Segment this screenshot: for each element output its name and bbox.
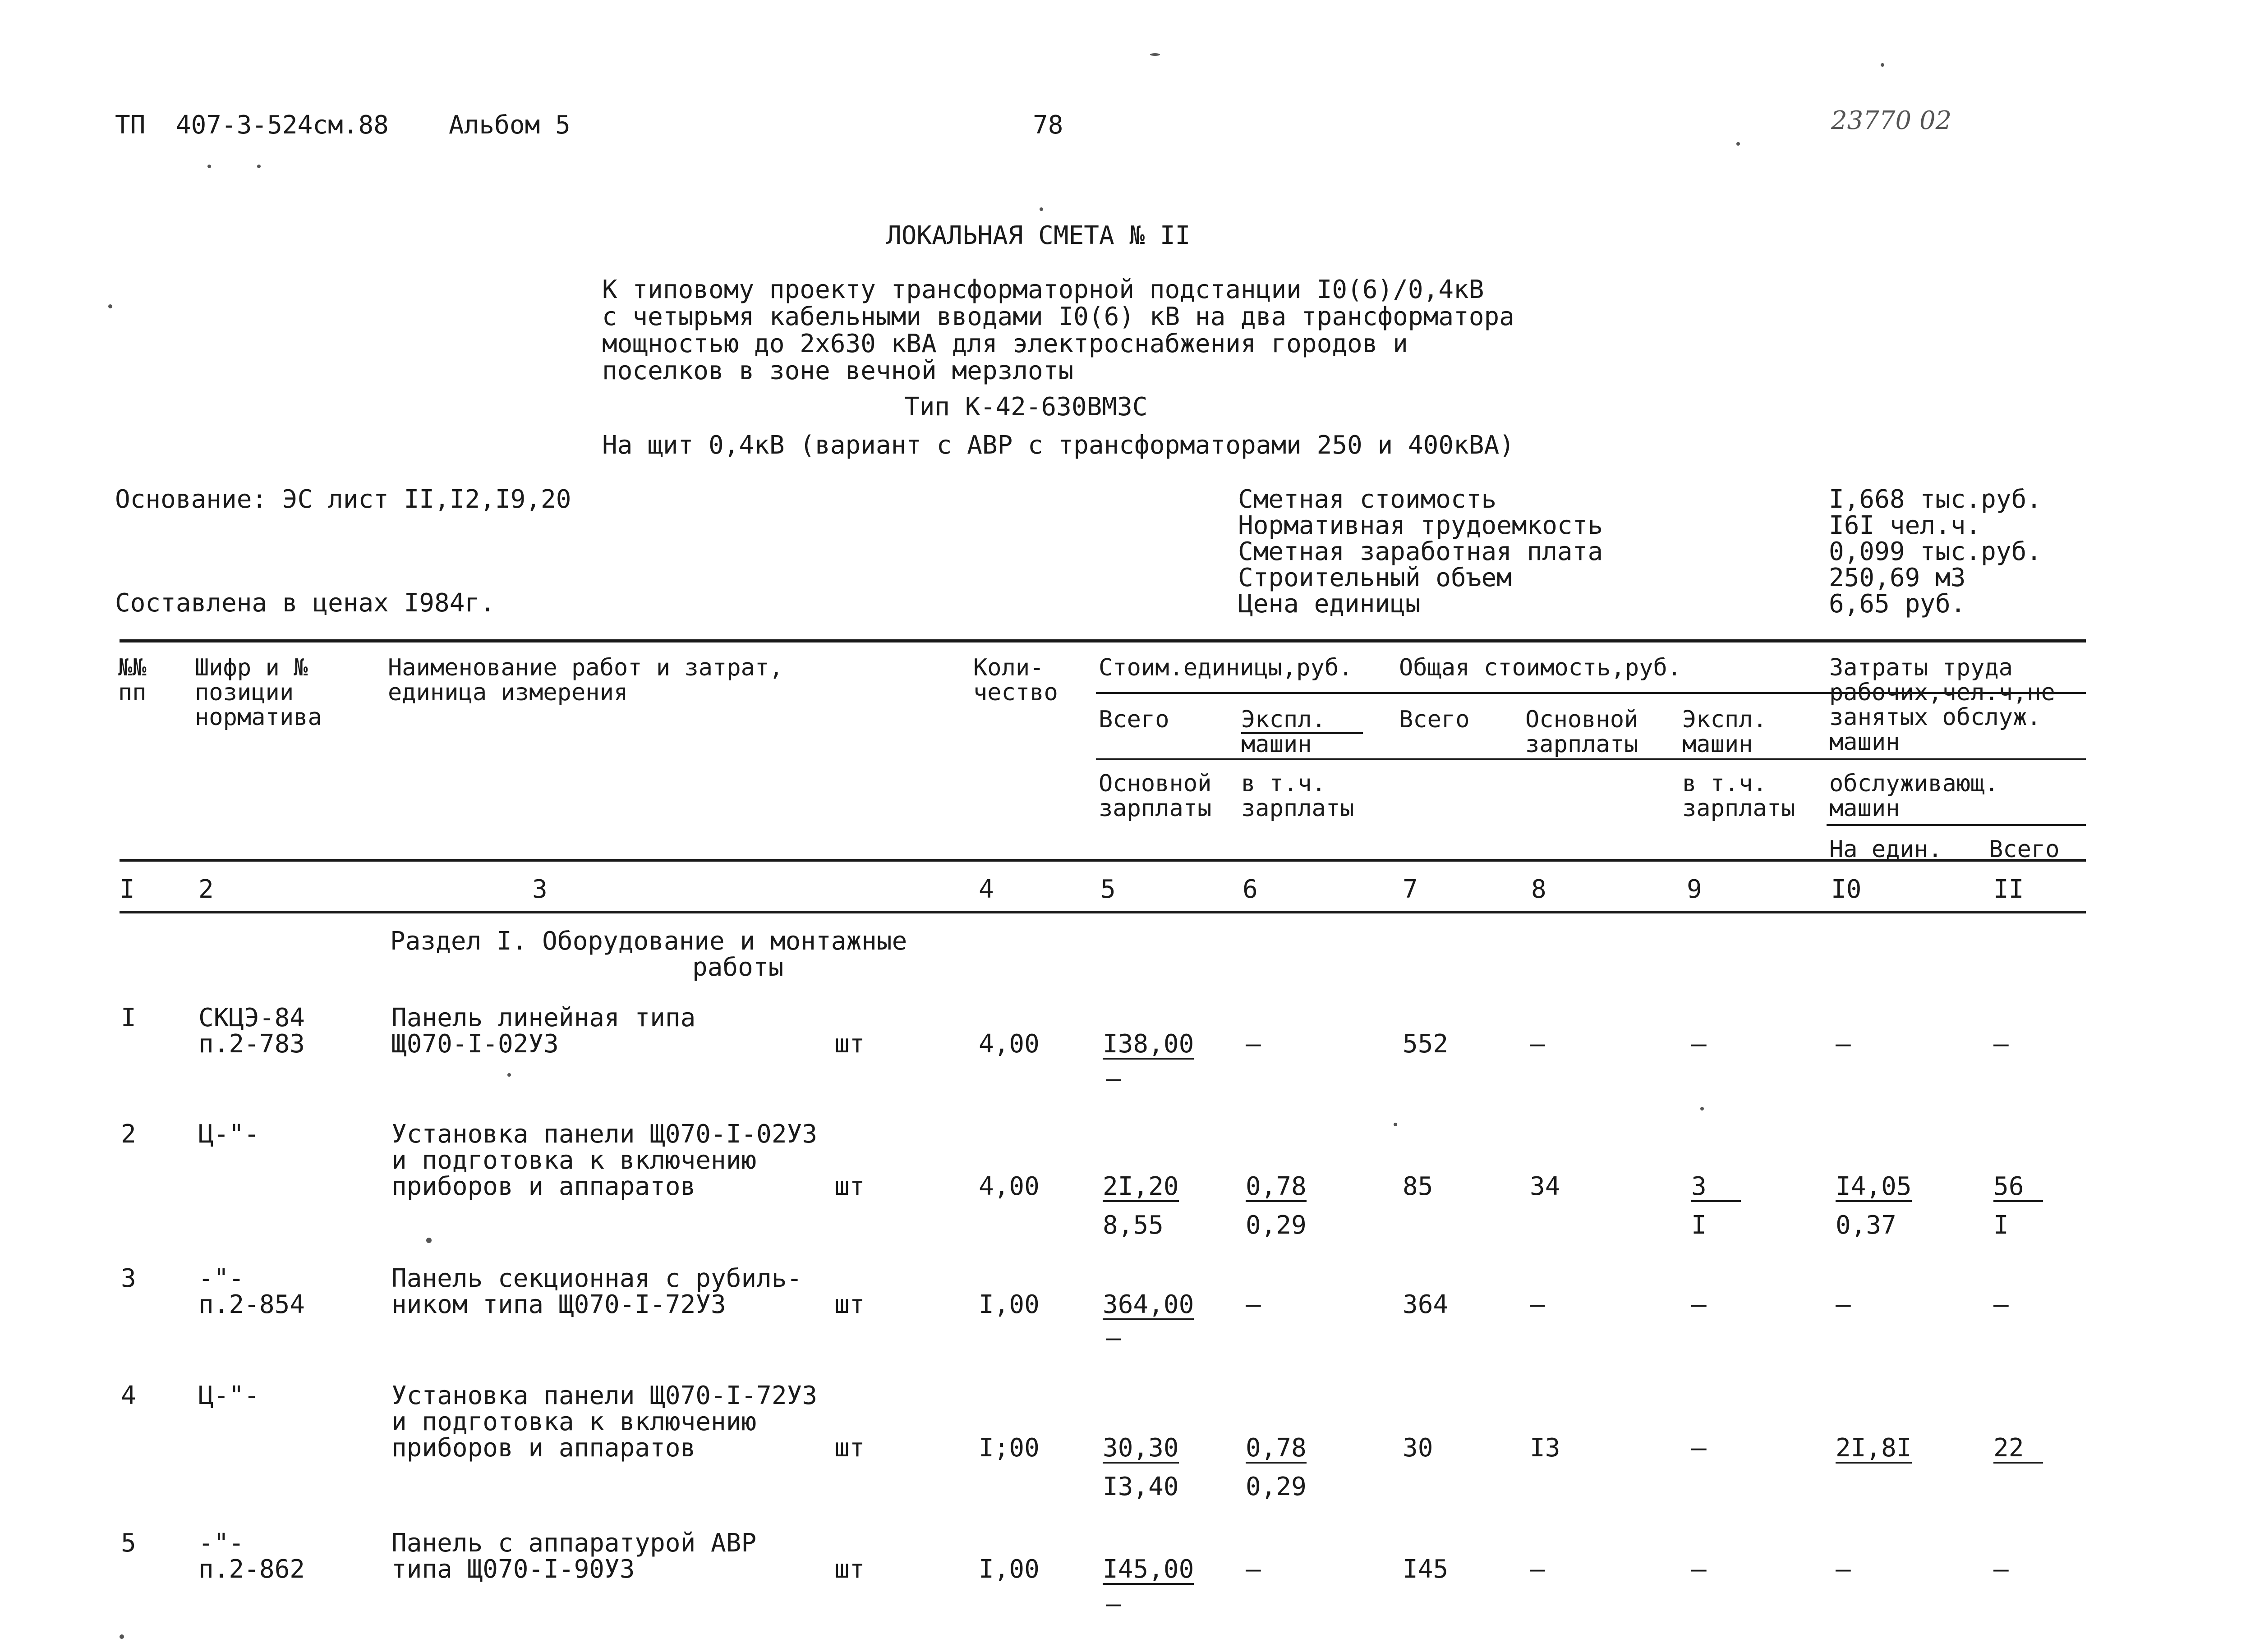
doc-code: ТП 407-3-524см.88: [115, 110, 389, 140]
col4-header: чество: [973, 679, 1058, 706]
labor-total: 56: [1993, 1174, 2043, 1202]
summary-label: Строительный объем: [1238, 563, 1512, 592]
col6-header-bottom: в т.ч.: [1241, 770, 1326, 797]
row-quantity: I,00: [979, 1290, 1040, 1319]
unit-cost-machines: –: [1246, 1029, 1261, 1059]
col2-header: позиции: [195, 679, 294, 706]
summary-value: I,668 тыс.руб.: [1829, 485, 2042, 514]
row-code: -"-: [198, 1264, 244, 1293]
column-number: 6: [1243, 875, 1258, 904]
row-name: Панель линейная типа: [391, 1003, 696, 1032]
row-unit: шт: [834, 1433, 865, 1463]
column-number: 4: [979, 875, 994, 904]
col11-header: Всего: [1989, 836, 2060, 863]
row-unit: шт: [834, 1029, 865, 1059]
unit-cost-machine-wages: 0,29: [1246, 1211, 1307, 1240]
title-desc-line-4: поселков в зоне вечной мерзлоты: [602, 356, 1074, 385]
total-machines: –: [1691, 1290, 1707, 1319]
col7-header: Всего: [1399, 706, 1470, 733]
col5-header: Всего: [1099, 706, 1169, 733]
row-name: Щ070-I-02УЗ: [391, 1029, 559, 1059]
scan-speck: [1736, 142, 1740, 146]
total-wages: I3: [1530, 1433, 1560, 1463]
unit-cost-total: 2I,20: [1103, 1172, 1179, 1201]
labor-header-bottom: обслуживающ.: [1829, 770, 1999, 797]
row-number: I: [121, 1003, 136, 1032]
unit-cost-wages: 8,55: [1103, 1211, 1164, 1240]
col6-header-bottom: зарплаты: [1241, 795, 1354, 822]
basis-line: Основание: ЭС лист II,I2,I9,20: [115, 485, 571, 514]
row-code: п.2-854: [198, 1290, 305, 1319]
row-name: приборов и аппаратов: [391, 1433, 696, 1463]
column-numbers-rule: [120, 911, 2086, 913]
total-cost-header: Общая стоимость,руб.: [1399, 654, 1682, 681]
scan-speck: [1700, 1107, 1704, 1111]
col8-header: Основной: [1525, 706, 1638, 733]
row-name: Установка панели Щ070-I-72УЗ: [391, 1381, 818, 1410]
header-rule: [1827, 824, 2086, 826]
row-unit: шт: [834, 1172, 865, 1201]
row-code: СКЦЭ-84: [198, 1003, 305, 1032]
row-name: и подготовка к включению: [391, 1407, 757, 1436]
col5-header-bottom: зарплаты: [1099, 795, 1212, 822]
scan-speck: [1040, 207, 1043, 211]
scan-speck: [1881, 63, 1884, 67]
title-desc-line-1: К типовому проекту трансформаторной подстанции I0(6)/0,4кВ: [602, 275, 1484, 304]
total-cost: 552: [1403, 1029, 1449, 1059]
labor-per-unit: –: [1836, 1029, 1851, 1059]
total-machines: 3: [1691, 1174, 1741, 1202]
labor-header: машин: [1829, 729, 1900, 756]
row-quantity: 4,00: [979, 1029, 1040, 1059]
handwritten-reference: 23770 02: [1831, 106, 1952, 135]
row-name: и подготовка к включению: [391, 1146, 757, 1175]
col10-header: На един.: [1829, 836, 1942, 863]
unit-cost-machines: –: [1246, 1555, 1261, 1584]
unit-cost-wages: I3,40: [1103, 1472, 1179, 1501]
title-desc-line-3: мощностью до 2х630 кВА для электроснабжения городов и: [602, 329, 1408, 358]
column-number: II: [1993, 875, 2024, 904]
labor-header-bottom: машин: [1829, 795, 1900, 822]
summary-value: I6I чел.ч.: [1829, 511, 1981, 540]
type-line: Тип К-42-630ВМЗС: [904, 392, 1148, 422]
col5-header-bottom: Основной: [1099, 770, 1212, 797]
total-wages: 34: [1530, 1172, 1560, 1201]
summary-label: Сметная заработная плата: [1238, 537, 1603, 566]
unit-cost-machines: 0,78: [1246, 1433, 1307, 1463]
col4-header: Коли-: [973, 654, 1044, 681]
scan-speck: [257, 165, 261, 168]
col3-header: Наименование работ и затрат,: [388, 654, 783, 681]
column-number: 5: [1100, 875, 1116, 904]
summary-label: Сметная стоимость: [1238, 485, 1497, 514]
subject-line: На щит 0,4кВ (вариант с АВР с трансформаторами 250 и 400кВА): [602, 431, 1514, 460]
total-wages: –: [1530, 1555, 1545, 1584]
section-heading: работы: [692, 953, 784, 982]
labor-per-unit: 2I,8I: [1836, 1433, 1912, 1463]
row-quantity: I;00: [979, 1433, 1040, 1463]
row-name: Панель с аппаратурой АВР: [391, 1528, 757, 1558]
unit-cost-total: 364,00: [1103, 1290, 1194, 1319]
labor-total-machines: I: [1993, 1211, 2009, 1240]
row-code: -"-: [198, 1528, 244, 1558]
total-machines: –: [1691, 1433, 1707, 1463]
column-number: 9: [1687, 875, 1702, 904]
row-code: п.2-783: [198, 1029, 305, 1059]
labor-header: рабочих,чел.ч,не: [1829, 679, 2055, 706]
row-quantity: 4,00: [979, 1172, 1040, 1201]
labor-total: –: [1993, 1029, 2009, 1059]
row-code: п.2-862: [198, 1555, 305, 1584]
labor-header: занятых обслуж.: [1829, 704, 2041, 731]
estimate-title: ЛОКАЛЬНАЯ СМЕТА № II: [886, 221, 1191, 250]
row-name: Установка панели Щ070-I-02УЗ: [391, 1120, 818, 1149]
row-number: 2: [121, 1120, 136, 1149]
labor-per-unit: –: [1836, 1290, 1851, 1319]
unit-cost-header: Стоим.единицы,руб.: [1099, 654, 1353, 681]
table-top-rule: [120, 639, 2086, 642]
title-desc-line-2: с четырьмя кабельными вводами I0(6) кВ на два трансформатора: [602, 302, 1514, 331]
unit-cost-wages: –: [1106, 1589, 1121, 1619]
section-heading: Раздел I. Оборудование и монтажные: [390, 927, 907, 956]
column-number: 7: [1403, 875, 1418, 904]
header-bottom-rule: [120, 859, 2086, 862]
scan-speck: [1150, 53, 1160, 56]
summary-value: 0,099 тыс.руб.: [1829, 537, 2042, 566]
row-number: 4: [121, 1381, 136, 1410]
unit-cost-machines: 0,78: [1246, 1172, 1307, 1201]
row-number: 5: [121, 1528, 136, 1558]
row-name: Панель секционная с рубиль-: [391, 1264, 802, 1293]
total-cost: I45: [1403, 1555, 1449, 1584]
total-wages: –: [1530, 1029, 1545, 1059]
prices-line: Составлена в ценах I984г.: [115, 588, 495, 618]
unit-cost-total: I38,00: [1103, 1029, 1194, 1059]
summary-value: 6,65 руб.: [1829, 589, 1966, 619]
summary-label: Цена единицы: [1238, 589, 1421, 619]
col3-header: единица измерения: [388, 679, 628, 706]
column-number: 2: [198, 875, 214, 904]
summary-label: Нормативная трудоемкость: [1238, 511, 1603, 540]
unit-cost-machines: –: [1246, 1290, 1261, 1319]
column-number: 8: [1531, 875, 1546, 904]
labor-total: –: [1993, 1555, 2009, 1584]
col8-header: зарплаты: [1525, 731, 1638, 758]
row-name: приборов и аппаратов: [391, 1172, 696, 1201]
row-name: ником типа Щ070-I-72УЗ: [391, 1290, 726, 1319]
labor-total: –: [1993, 1290, 2009, 1319]
col6-header-line1: Экспл.: [1241, 708, 1363, 734]
column-number: I0: [1831, 875, 1862, 904]
unit-cost-total: I45,00: [1103, 1555, 1194, 1584]
row-code: Ц-"-: [198, 1381, 259, 1410]
labor-header: Затраты труда: [1829, 654, 2013, 681]
labor-total: 22: [1993, 1436, 2043, 1464]
column-number: 3: [532, 875, 548, 904]
col1-header: №№: [118, 654, 147, 681]
scan-speck: [507, 1073, 511, 1077]
labor-per-unit-machines: 0,37: [1836, 1211, 1896, 1240]
labor-per-unit: I4,05: [1836, 1172, 1912, 1201]
total-wages: –: [1530, 1290, 1545, 1319]
col9-header-bottom: в т.ч.: [1682, 770, 1767, 797]
row-quantity: I,00: [979, 1555, 1040, 1584]
scan-speck: [108, 304, 112, 308]
total-machine-wages: I: [1691, 1211, 1707, 1240]
header-rule: [1096, 758, 2086, 760]
col6-header-line2: машин: [1241, 731, 1312, 758]
unit-cost-wages: –: [1106, 1323, 1121, 1353]
col9-header: машин: [1682, 731, 1753, 758]
row-unit: шт: [834, 1555, 865, 1584]
row-unit: шт: [834, 1290, 865, 1319]
col1-header: пп: [118, 679, 147, 706]
col9-header-bottom: зарплаты: [1682, 795, 1795, 822]
total-cost: 30: [1403, 1433, 1433, 1463]
unit-cost-machine-wages: 0,29: [1246, 1472, 1307, 1501]
scan-speck: [207, 165, 211, 168]
album-label: Альбом 5: [449, 110, 571, 140]
unit-cost-total: 30,30: [1103, 1433, 1179, 1463]
scan-speck: [1394, 1123, 1397, 1126]
col2-header: норматива: [195, 704, 322, 731]
total-machines: –: [1691, 1029, 1707, 1059]
summary-value: 250,69 м3: [1829, 563, 1966, 592]
col2-header: Шифр и №: [195, 654, 308, 681]
total-cost: 364: [1403, 1290, 1449, 1319]
row-code: Ц-"-: [198, 1120, 259, 1149]
row-name: типа Щ070-I-90УЗ: [391, 1555, 635, 1584]
column-number: I: [120, 875, 135, 904]
total-machines: –: [1691, 1555, 1707, 1584]
labor-per-unit: –: [1836, 1555, 1851, 1584]
row-number: 3: [121, 1264, 136, 1293]
unit-cost-wages: –: [1106, 1064, 1121, 1093]
col9-header: Экспл.: [1682, 706, 1767, 733]
scan-speck: [426, 1238, 432, 1243]
page-number: 78: [1033, 110, 1063, 140]
total-cost: 85: [1403, 1172, 1433, 1201]
scan-speck: [120, 1634, 124, 1639]
